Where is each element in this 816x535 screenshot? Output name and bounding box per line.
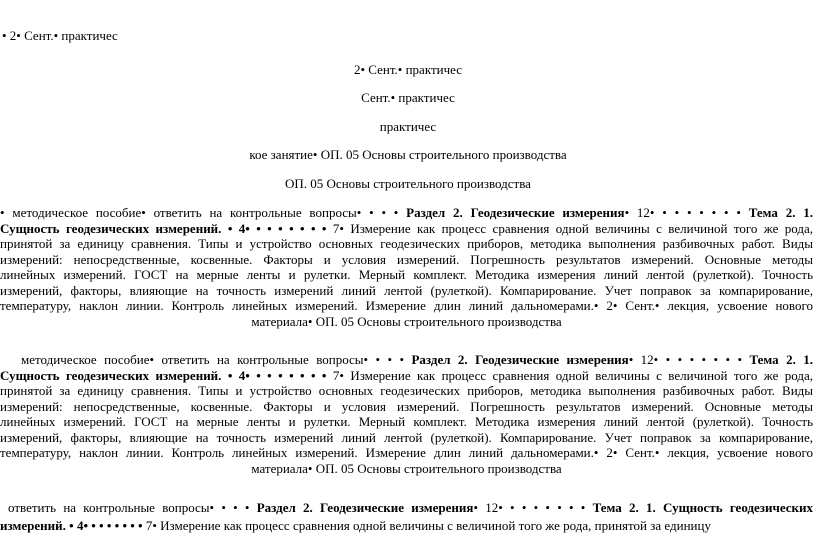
- p1-line-d: измерений: непосредственные, косвенные. Факторы и условия измерений. Погрешность результатов измерений. Основные методы: [0, 251, 813, 267]
- heading-line-6: ОП. 05 Основы строительного производства: [285, 176, 531, 191]
- p2-a-mid: • 12• • • • • • • •: [628, 352, 743, 367]
- p1-a-bold-topic: Тема 2. 1.: [748, 205, 813, 220]
- p2-line-g: температуру, наклон линии. Контроль линейных измерений. Измерение длин линий дальномерами.• 2• Сент.• лекция, усвоение нового: [0, 445, 813, 460]
- p3-line-a: [0, 499, 813, 517]
- p1-line-g: температуру, наклон линии. Контроль линейных измерений. Измерение длин линий дальномерами.• 2• Сент.• лекция, усвоение нового: [0, 298, 813, 313]
- p3-line-b: [0, 517, 813, 535]
- p3-a-bold-section: Раздел 2. Геодезические измерения: [256, 500, 474, 515]
- p1-line-e: линейных измерений. ГОСТ на мерные ленты и рулетки. Мерный комплект. Методика измерения линий лентой (рулеткой). Точность: [0, 267, 813, 282]
- p2-b-bold: Сущность геодезических измерений.: [0, 367, 222, 383]
- p2-line-f: измерений, факторы, влияющие на точность измерений линий лентой (рулеткой). Компарирование. Учет поправок за компарирование,: [0, 429, 813, 445]
- p2-line-c: принятой за единицу сравнения. Типы и устройство основных геодезических приборов, методика выполнения разбивочных работ. Виды: [0, 383, 813, 398]
- heading-line-4: практичес: [379, 119, 437, 134]
- p2-line-b: [0, 368, 813, 384]
- p1-b-bold: Сущность геодезических измерений.: [0, 220, 222, 236]
- p2-line-h: материала• ОП. 05 Основы строительного производства: [251, 460, 562, 476]
- p2-a-bold-topic: Тема 2. 1.: [749, 352, 814, 367]
- p3-a-plain: ответить на контрольные вопросы• • • •: [8, 500, 250, 515]
- p1-a-bold-section: Раздел 2. Геодезические измерения: [406, 205, 625, 220]
- p3-b-bold: измерений.: [0, 518, 66, 533]
- p2-b-bold-bullets: • 4• • • • • • • •: [227, 367, 327, 383]
- p1-b-plain: 7• Измерение как процесс сравнения одной величины с величиной того же рода,: [332, 220, 814, 236]
- heading-line-1: • 2• Сент.• практичес: [2, 28, 118, 43]
- p3-b-plain: 7• Измерение как процесс сравнения одной величины с величиной того же рода, принятой за единицу: [145, 518, 711, 533]
- heading-line-5: кое занятие• ОП. 05 Основы строительного производства: [249, 147, 567, 162]
- p2-line-a: [0, 352, 813, 368]
- p1-line-c: принятой за единицу сравнения. Типы и устройство основных геодезических приборов, методика выполнения разбивочных работ. Виды: [0, 236, 813, 251]
- p1-line-f: измерений, факторы, влияющие на точность измерений линий лентой (рулеткой). Компарирование. Учет поправок за компарирование,: [0, 282, 813, 298]
- p2-line-d: измерений: непосредственные, косвенные. Факторы и условия измерений. Погрешность результатов измерений. Основные методы: [0, 398, 813, 414]
- p2-line-e: линейных измерений. ГОСТ на мерные ленты и рулетки. Мерный комплект. Методика измерения линий лентой (рулеткой). Точность: [0, 414, 813, 429]
- paragraph-1: [0, 205, 813, 329]
- p3-b-bold-bullets: • 4• • • • • • • •: [69, 518, 143, 533]
- p1-a-plain: • методическое пособие• ответить на контрольные вопросы• • • •: [0, 205, 399, 220]
- p2-a-bold-section: Раздел 2. Геодезические измерения: [411, 352, 629, 367]
- heading-line-3: Сент.• практичес: [361, 90, 455, 105]
- p1-line-a: [0, 205, 813, 221]
- paragraph-3: [0, 499, 813, 535]
- p2-a-plain: методическое пособие• ответить на контрольные вопросы• • • •: [21, 352, 405, 367]
- p1-line-b: [0, 221, 813, 237]
- p1-b-bold-bullets: • 4• • • • • • • •: [227, 220, 327, 236]
- p2-b-plain: 7• Измерение как процесс сравнения одной величины с величиной того же рода,: [332, 367, 814, 383]
- heading-line-2: 2• Сент.• практичес: [353, 62, 463, 77]
- p1-line-h: материала• ОП. 05 Основы строительного производства: [251, 313, 562, 329]
- p1-a-mid: • 12• • • • • • • •: [624, 205, 741, 220]
- p3-a-mid: • 12• • • • • • • •: [473, 500, 586, 515]
- p3-a-bold-topic: Тема 2. 1. Сущность геодезических: [592, 500, 814, 515]
- paragraph-2: [0, 352, 813, 476]
